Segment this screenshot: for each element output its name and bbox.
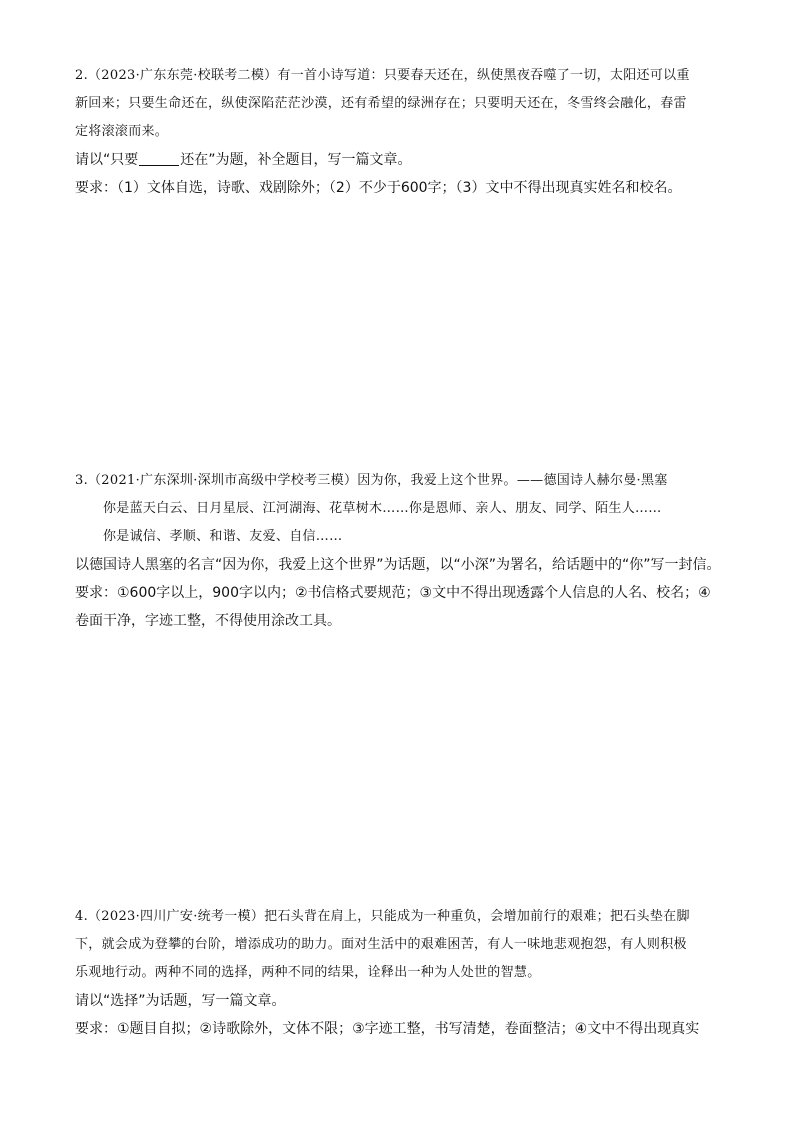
question-4-requirements: 要求：①题目自拟；②诗歌除外，文体不限；③字迹工整，书写清楚，卷面整洁；④文中不得出现真实 [75,1021,700,1037]
question-4-stem-line-1: 4.（2023·四川广安·统考一模）把石头背在肩上，只能成为一种重负，会增加前行的艰难；把石头垫在脚 [75,909,690,924]
question-3-requirements-line-1: 要求：①600字以上，900字以内；②书信格式要规范；③文中不得出现透露个人信息的人名、校名；④ [75,585,711,601]
fill-in-blank [139,151,179,166]
question-3-poem-line-2: 你是诚信、孝顺、和谐、友爱、自信…… [103,529,343,544]
question-2-stem-line-2: 新回来；只要生命还在，纵使深陷茫茫沙漠，还有希望的绿洲存在；只要明天还在，冬雪终会融化，春雷 [75,96,687,111]
question-2-requirements: 要求：（1）文体自选，诗歌、戏剧除外；（2）不少于600字；（3）文中不得出现真实姓名和校名。 [75,180,682,196]
question-2-task-after: 还在”为题，补全题目，写一篇文章。 [180,152,412,168]
question-2-task-before: 请以“只要 [75,152,139,168]
question-3-task: 以德国诗人黑塞的名言“因为你，我爱上这个世界”为话题，以“小深”为署名，给话题中的“你”写一封信。 [75,557,721,573]
question-3-requirements-line-2: 卷面干净，字迹工整，不得使用涂改工具。 [75,613,341,629]
question-4-task: 请以“选择”为话题，写一篇文章。 [75,993,286,1009]
question-3-poem-line-1: 你是蓝天白云、日月星辰、江河湖海、花草树木……你是恩师、亲人、朋友、同学、陌生人…… [103,501,662,516]
question-2-stem-line-3: 定将滚滚而来。 [75,124,169,139]
question-2 [75,62,725,202]
question-4-stem-line-3: 乐观地行动。两种不同的选择，两种不同的结果，诠释出一种为人处世的智慧。 [75,965,541,980]
question-2-task [75,146,725,174]
question-3 [75,467,725,635]
question-2-stem-line-1: 2.（2023·广东东莞·校联考二模）有一首小诗写道：只要春天还在，纵使黑夜吞噬了一切，太阳还可以重 [75,68,690,83]
question-3-stem: 3.（2021·广东深圳·深圳市高级中学校考三模）因为你，我爱上这个世界。——德国诗人赫尔曼·黑塞 [75,473,668,488]
question-4 [75,903,725,1043]
question-4-stem-line-2: 下，就会成为登攀的台阶，增添成功的助力。面对生活中的艰难困苦，有人一味地悲观抱怨，有人则积极 [75,937,687,952]
